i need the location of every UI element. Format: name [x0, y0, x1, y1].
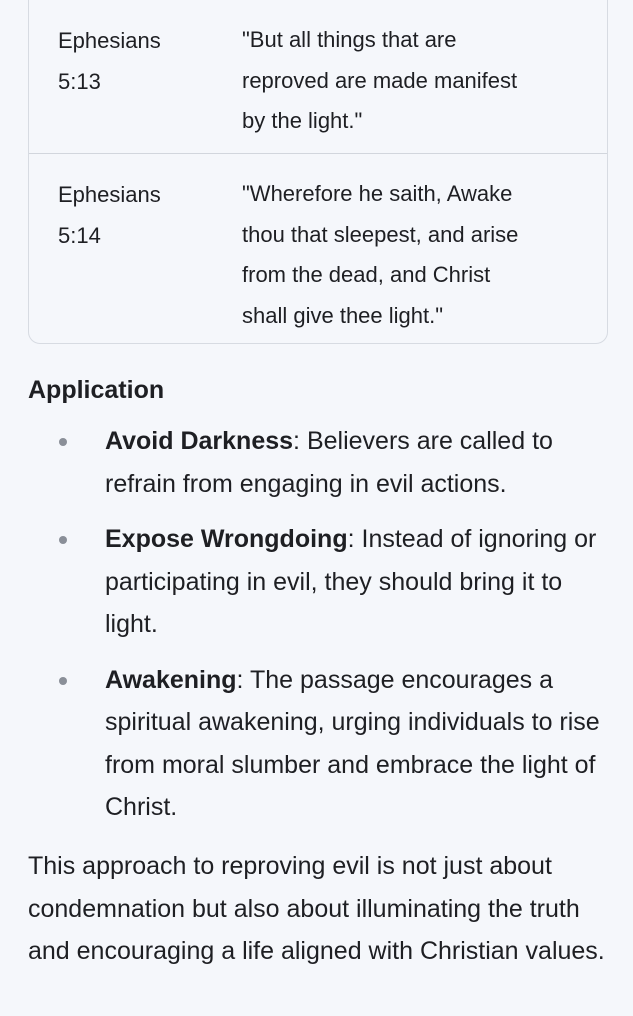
item-description: Instead of ignoring or participating in evil, they should bring it to light.: [105, 525, 597, 638]
verse-text-line: "But all things that are: [242, 27, 457, 52]
bullet-icon: [59, 677, 67, 685]
item-term: Avoid Darkness: [105, 427, 294, 455]
table-row: [29, 0, 607, 153]
list-item: [0, 518, 633, 646]
verse-table: [28, 0, 608, 344]
item-description: The passage encourages a spiritual awakening, urging individuals to rise from moral slumber and embrace the light of Christ.: [105, 665, 600, 821]
verse-text-line: thou that sleepest, and arise: [242, 221, 519, 247]
verse-reference-number: 5:13: [58, 69, 101, 94]
bullet-icon: [59, 536, 67, 544]
application-list: [0, 420, 633, 842]
verse-reference-number: 5:14: [58, 223, 101, 248]
list-item: [0, 420, 633, 505]
verse-reference-cell: [29, 174, 242, 343]
verse-text-cell: [242, 174, 582, 343]
item-term: Expose Wrongdoing: [105, 525, 348, 553]
item-separator: :: [236, 665, 250, 694]
table-row: [29, 153, 607, 343]
verse-reference-book: Ephesians: [58, 182, 161, 207]
verse-text-cell: [242, 20, 582, 153]
verse-reference-book: Ephesians: [58, 28, 161, 53]
application-heading: Application: [28, 376, 165, 404]
list-item: [0, 659, 633, 829]
item-description: Believers are called to refrain from engaging in evil actions.: [105, 427, 553, 498]
summary-paragraph: This approach to reproving evil is not just about condemnation but also about illuminating the truth and encouraging a life aligned with Christian values.: [28, 852, 605, 965]
verse-text-line: by the light.": [242, 108, 363, 133]
verse-text-line: shall give thee light.": [242, 302, 444, 328]
verse-text-line: reproved are made manifest: [242, 67, 518, 93]
verse-text-line: from the dead, and Christ: [242, 262, 491, 287]
verse-reference-cell: [29, 20, 242, 153]
item-term: Awakening: [105, 665, 237, 694]
item-separator: :: [347, 525, 362, 553]
item-separator: :: [293, 427, 307, 455]
bullet-icon: [59, 438, 67, 446]
verse-text-line: "Wherefore he saith, Awake: [242, 181, 513, 206]
